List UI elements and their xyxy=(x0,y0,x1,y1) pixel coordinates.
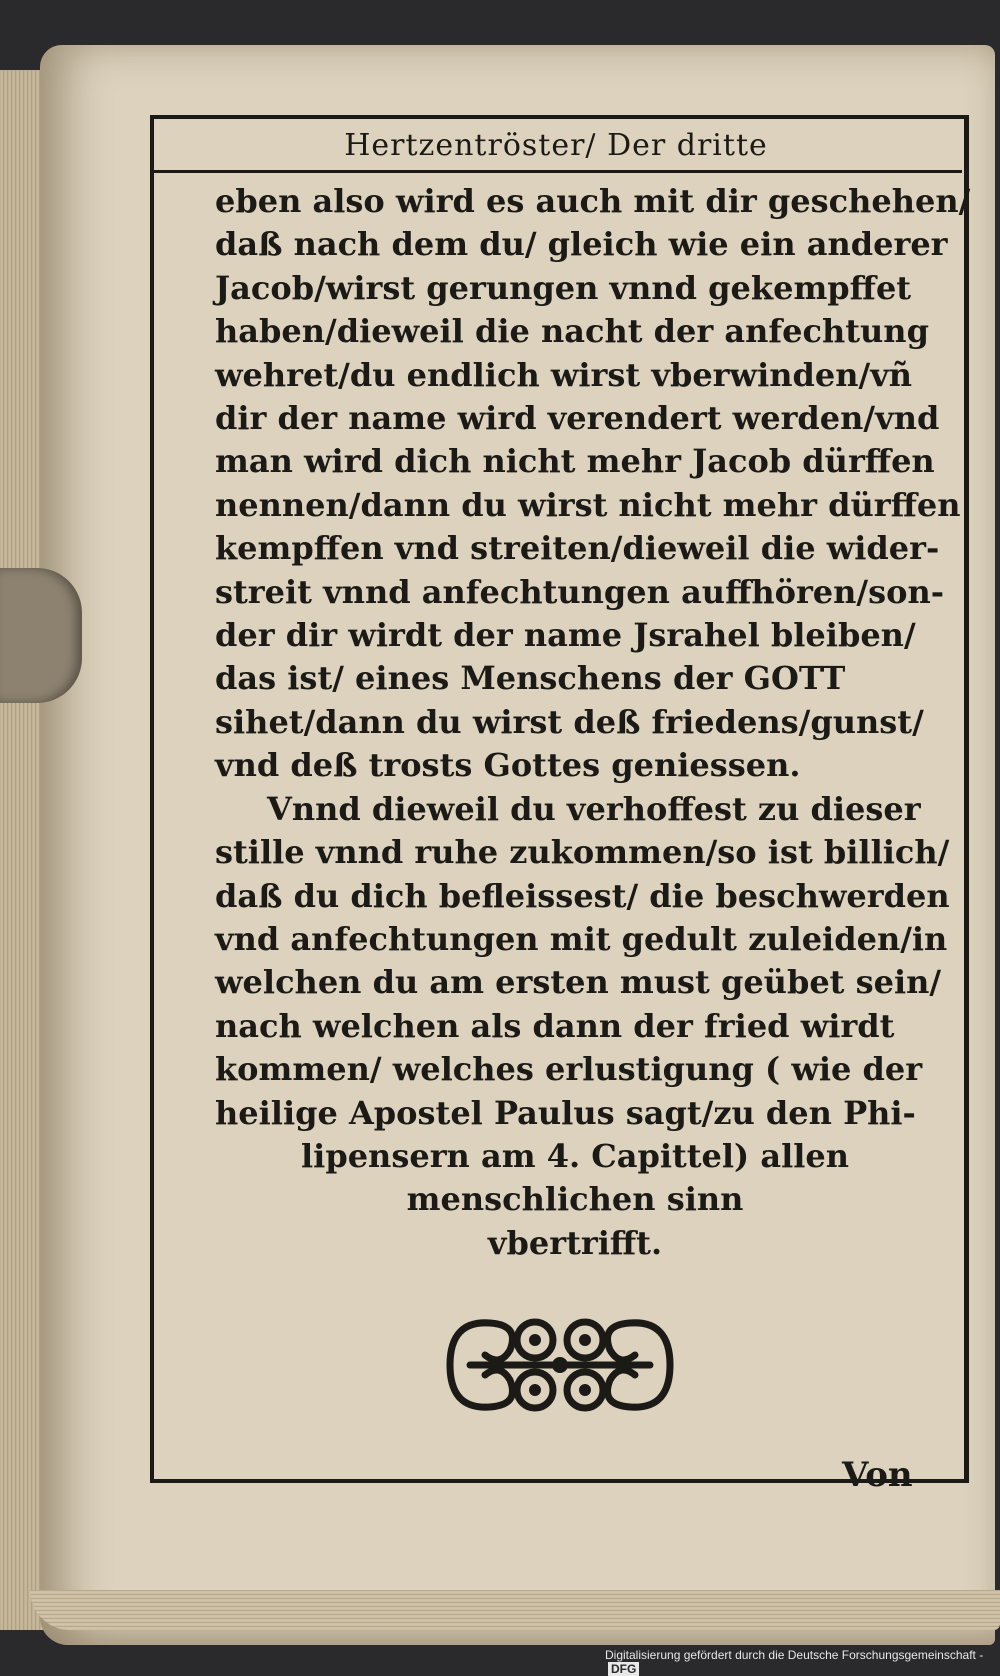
text-line: wehret/du endlich wirst vberwinden/vñ xyxy=(215,355,913,394)
text-line: nennen/dann du wirst nicht mehr dürffen xyxy=(215,485,961,524)
printer-ornament xyxy=(440,1305,680,1425)
text-line: stille vnnd ruhe zukommen/so ist billich/ xyxy=(215,833,950,872)
closing-line: vbertrifft. xyxy=(487,1223,663,1262)
text-line: eben also wird es auch mit dir geschehen/ xyxy=(215,182,971,220)
text-line: kommen/ welches erlustigung ( wie der xyxy=(215,1050,923,1089)
text-line: Jacob/wirst gerungen vnnd gekempffet xyxy=(215,268,912,307)
page-stack-edge xyxy=(30,1590,1000,1630)
text-line: kempffen vnd streiten/dieweil die wider- xyxy=(215,529,940,568)
footer-text: Digitalisierung gefördert durch die Deutsche Forschungsgemeinschaft - xyxy=(605,1648,984,1662)
text-line: nach welchen als dann der fried wirdt xyxy=(215,1006,895,1045)
body-text xyxy=(215,180,971,1265)
text-line: der dir wirdt der name Jsrahel bleiben/ xyxy=(215,616,916,655)
text-line: daß du dich befleissest/ die beschwerden xyxy=(215,876,950,915)
closing-line: lipensern am 4. Capittel) allen xyxy=(301,1136,849,1175)
text-line: daß nach dem du/ gleich wie ein anderer xyxy=(215,225,948,264)
dfg-logo: DFG xyxy=(608,1662,639,1676)
text-line: haben/dieweil die nacht der anfechtung xyxy=(215,312,929,351)
text-line: das ist/ eines Menschens der GOTT xyxy=(215,659,846,698)
text-line: sihet/dann du wirst deß friedens/gunst/ xyxy=(215,702,924,741)
header-rule xyxy=(150,170,962,173)
closing-line: menschlichen sinn xyxy=(406,1180,744,1219)
text-line: vnd deß trosts Gottes geniessen. xyxy=(215,746,801,785)
text-line: welchen du am ersten must geübet sein/ xyxy=(215,963,942,1002)
text-line: heilige Apostel Paulus sagt/zu den Phi- xyxy=(215,1093,916,1132)
text-line: dir der name wird verendert werden/vnd xyxy=(215,399,940,438)
paragraph-start-line: Vnnd dieweil du verhoffest zu dieser xyxy=(267,789,921,828)
text-line: streit vnnd anfechtungen auffhören/son- xyxy=(215,572,945,611)
running-head: Hertzentröster/ Der dritte xyxy=(344,128,768,163)
scanner-thumb xyxy=(0,568,82,703)
footer-credit xyxy=(605,1648,1000,1676)
text-line: vnd anfechtungen mit gedult zuleiden/in xyxy=(215,919,948,958)
catchword: Von xyxy=(842,1455,913,1495)
text-line: man wird dich nicht mehr Jacob dürffen xyxy=(215,442,935,481)
